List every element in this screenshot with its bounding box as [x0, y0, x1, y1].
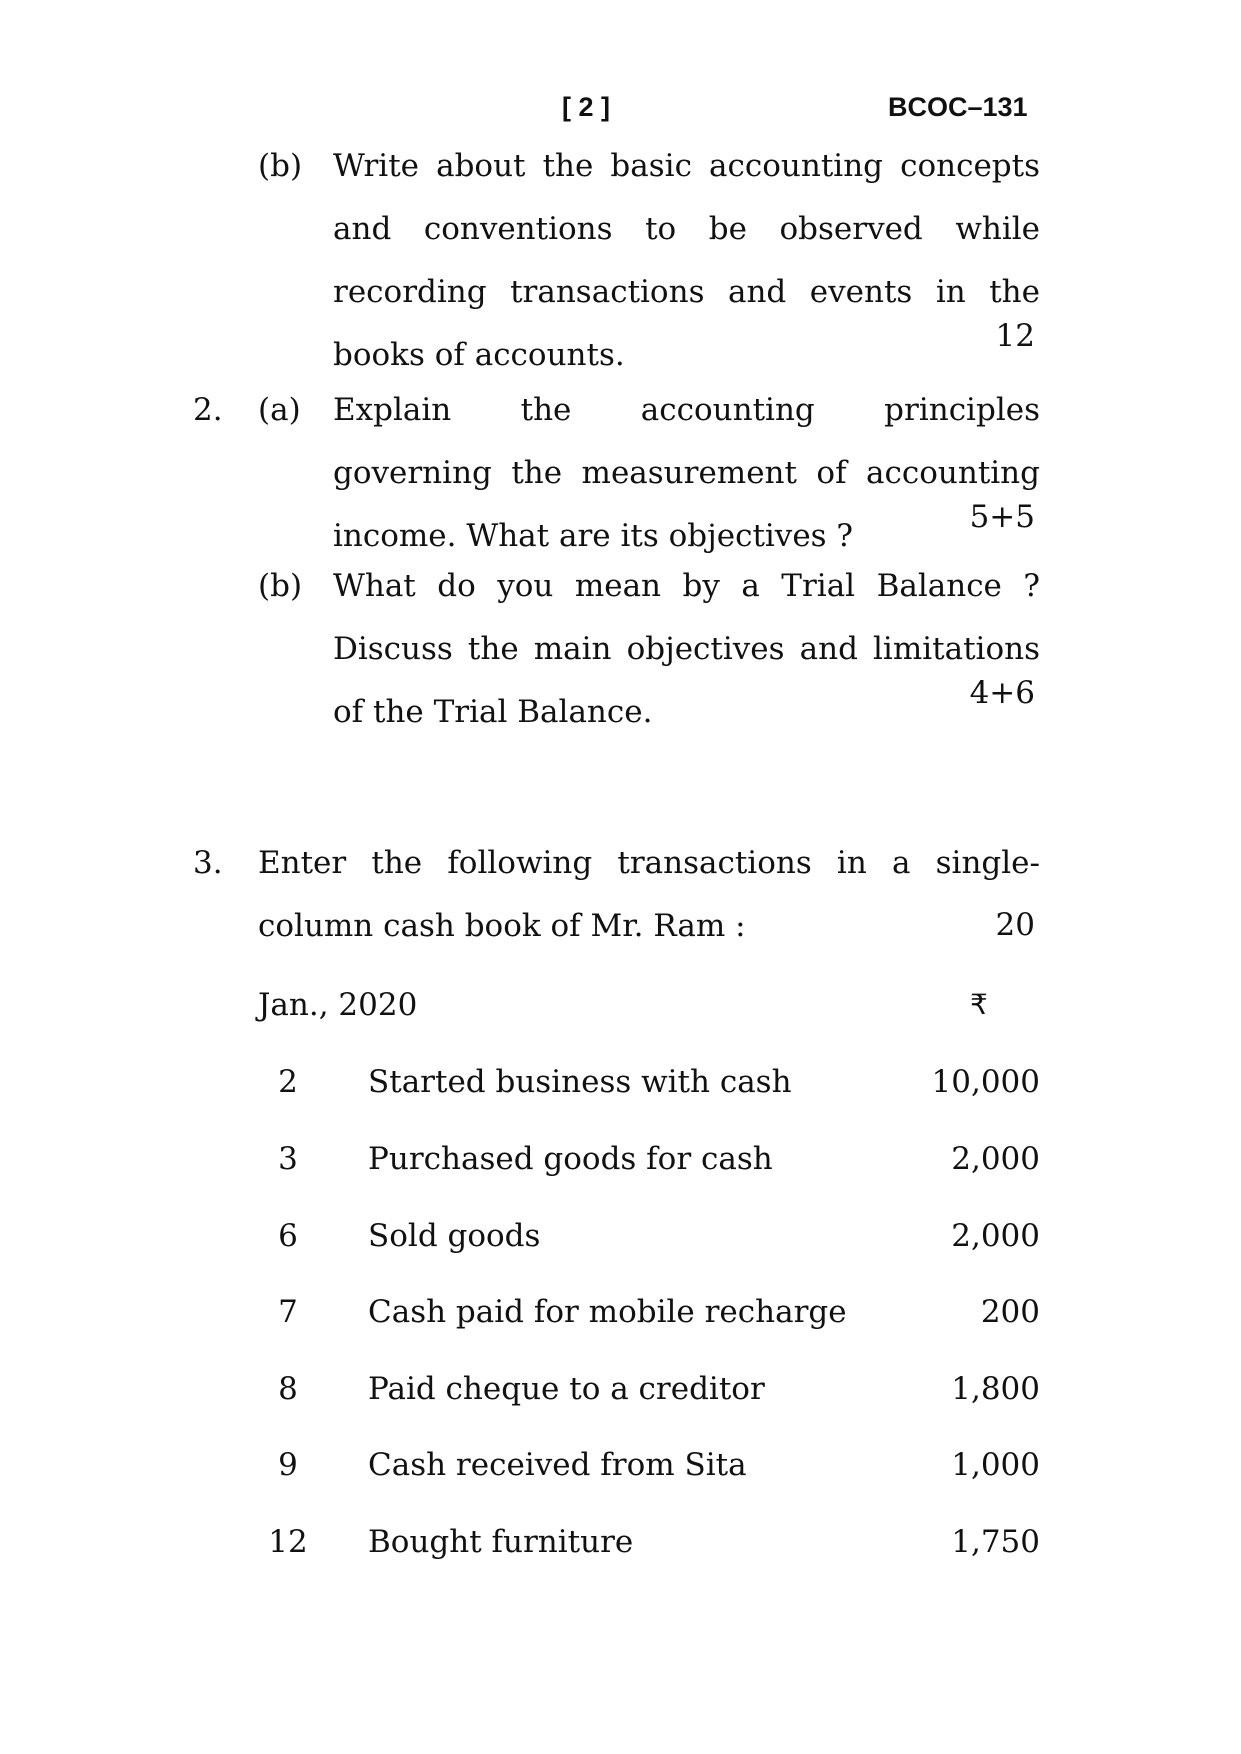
q3-number: 3. [193, 845, 223, 881]
transaction-row [258, 1445, 1040, 1485]
transaction-day: 6 [278, 1218, 298, 1254]
transaction-description: Paid cheque to a creditor [368, 1371, 765, 1407]
q2a-line: Explain the accounting principles [333, 392, 1040, 428]
q1b-line: and conventions to be observed while [333, 211, 1040, 247]
transaction-day: 8 [278, 1371, 298, 1407]
transaction-day: 12 [268, 1524, 308, 1560]
transaction-description: Purchased goods for cash [368, 1141, 773, 1177]
q1b-line: books of accounts. [333, 337, 625, 373]
rupee-icon: ₹ [970, 988, 988, 1021]
transaction-amount: 10,000 [931, 1064, 1040, 1100]
q3-text [258, 832, 1040, 958]
q2b-label: (b) [258, 568, 303, 604]
transaction-description: Cash paid for mobile recharge [368, 1294, 847, 1330]
q1b-text [333, 135, 1040, 387]
transaction-day: 2 [278, 1064, 298, 1100]
transaction-row [258, 1292, 1040, 1332]
transaction-amount: 2,000 [951, 1141, 1040, 1177]
q2a-text [333, 379, 1040, 568]
transaction-row [258, 1522, 1040, 1562]
q2-number: 2. [193, 392, 223, 428]
transaction-day: 3 [278, 1141, 298, 1177]
q1b-label: (b) [258, 148, 303, 184]
transaction-amount: 1,000 [951, 1447, 1040, 1483]
transaction-row [258, 1139, 1040, 1179]
q1b-marks: 12 [995, 318, 1035, 354]
q3-marks: 20 [995, 907, 1035, 943]
transaction-amount: 1,750 [951, 1524, 1040, 1560]
transaction-description: Sold goods [368, 1218, 541, 1254]
q2b-line: What do you mean by a Trial Balance ? [333, 568, 1040, 604]
transaction-row [258, 1216, 1040, 1256]
q2b-line: Discuss the main objectives and limitations [333, 631, 1040, 667]
q2a-line: governing the measurement of accounting [333, 455, 1040, 491]
date-heading: Jan., 2020 [258, 987, 418, 1023]
transaction-amount: 2,000 [951, 1218, 1040, 1254]
q3-line: Enter the following transactions in a single- [258, 845, 1040, 881]
q2a-label: (a) [258, 392, 301, 428]
transaction-amount: 1,800 [951, 1371, 1040, 1407]
transaction-row [258, 1369, 1040, 1409]
q3-line: column cash book of Mr. Ram : [258, 908, 746, 944]
page-number: [ 2 ] [562, 92, 611, 122]
q2b-text [333, 555, 1040, 744]
q2a-line: income. What are its objectives ? [333, 518, 854, 554]
transaction-row [258, 1062, 1040, 1102]
q2a-marks: 5+5 [969, 499, 1035, 535]
transaction-description: Cash received from Sita [368, 1447, 747, 1483]
course-code: BCOC–131 [888, 92, 1028, 122]
transaction-description: Started business with cash [368, 1064, 792, 1100]
transaction-amount: 200 [980, 1294, 1040, 1330]
q1b-line: recording transactions and events in the [333, 274, 1040, 310]
q1b-line: Write about the basic accounting concepts [333, 148, 1040, 184]
q2b-marks: 4+6 [969, 675, 1035, 711]
transaction-day: 7 [278, 1294, 298, 1330]
transaction-description: Bought furniture [368, 1524, 634, 1560]
transaction-day: 9 [278, 1447, 298, 1483]
q2b-line: of the Trial Balance. [333, 694, 653, 730]
